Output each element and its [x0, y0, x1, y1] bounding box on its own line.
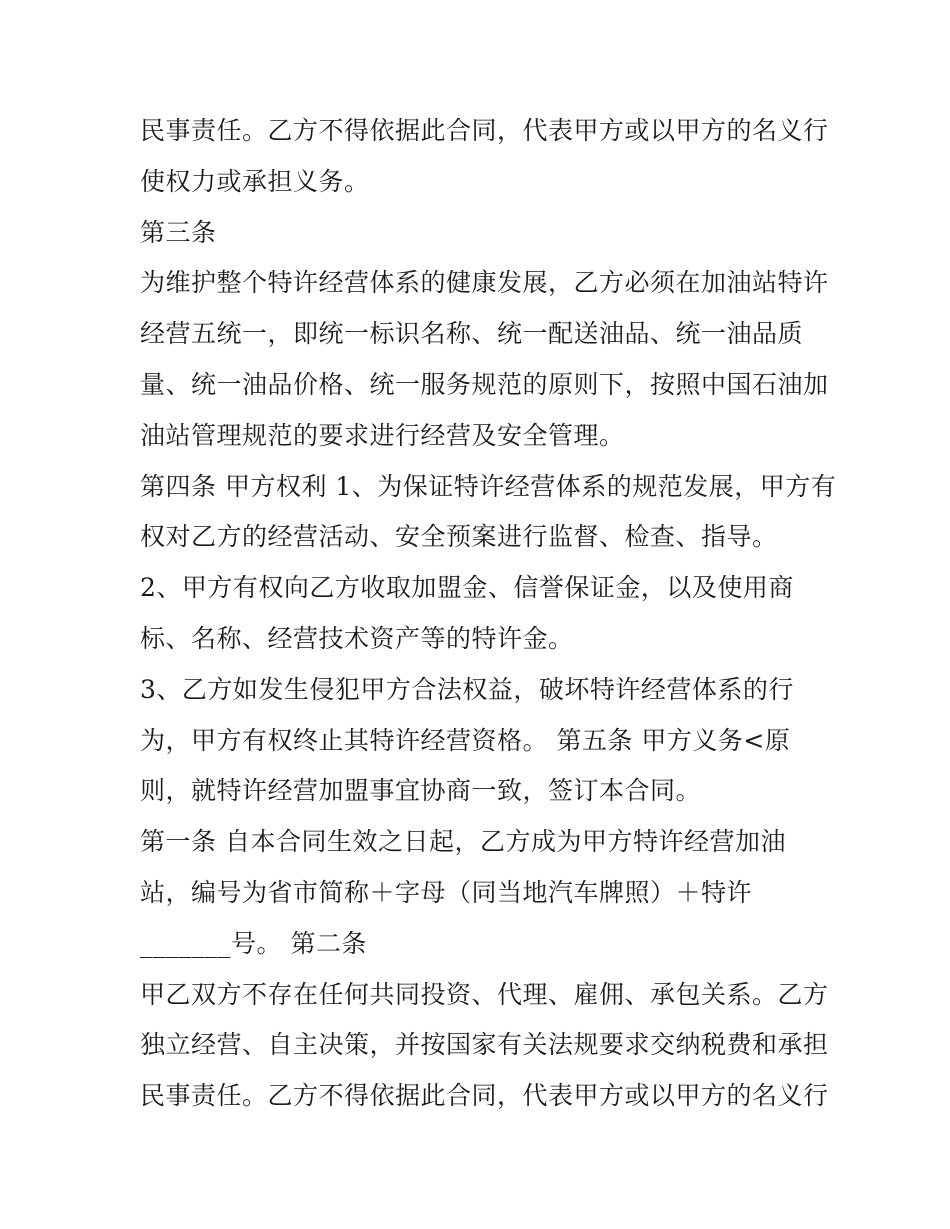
section-heading: 第三条 [140, 217, 217, 247]
text-line: 独立经营、自主决策，并按国家有关法规要求交纳税费和承担 [140, 1030, 829, 1060]
text-line: 量、统一油品价格、统一服务规范的原则下，按照中国石油加 [140, 369, 829, 399]
text-line: 3、乙方如发生侵犯甲方合法权益，破坏特许经营体系的行 [140, 674, 794, 704]
text-line: _______号。 第二条 [140, 928, 367, 958]
text-line: 权对乙方的经营活动、安全预案进行监督、检查、指导。 [140, 522, 778, 552]
text-line: 民事责任。乙方不得依据此合同，代表甲方或以甲方的名义行 [140, 116, 829, 145]
text-line: 油站管理规范的要求进行经营及安全管理。 [140, 420, 625, 450]
text-line: 甲乙双方不存在任何共同投资、代理、雇佣、承包关系。乙方 [140, 979, 829, 1009]
text-line: 为，甲方有权终止其特许经营资格。 第五条 甲方义务<原 [140, 725, 791, 755]
text-line: 则，就特许经营加盟事宜协商一致，签订本合同。 [140, 776, 702, 806]
text-line: 标、名称、经营技术资产等的特许金。 [140, 623, 574, 653]
text-line: 民事责任。乙方不得依据此合同，代表甲方或以甲方的名义行 [140, 1081, 829, 1111]
text-line: 第一条 自本合同生效之日起，乙方成为甲方特许经营加油 [140, 827, 786, 857]
text-line: 2、甲方有权向乙方收取加盟金、信誉保证金，以及使用商 [140, 573, 794, 603]
text-line: 经营五统一，即统一标识名称、统一配送油品、统一油品质 [140, 319, 804, 349]
document-body [140, 106, 837, 1122]
text-line: 使权力或承担义务。 [140, 166, 370, 196]
text-line: 站，编号为省市简称＋字母（同当地汽车牌照）＋特许 [140, 877, 753, 907]
text-line: 为维护整个特许经营体系的健康发展，乙方必须在加油站特许 [140, 268, 829, 298]
text-line: 第四条 甲方权利 1、为保证特许经营体系的规范发展，甲方有 [140, 471, 837, 501]
